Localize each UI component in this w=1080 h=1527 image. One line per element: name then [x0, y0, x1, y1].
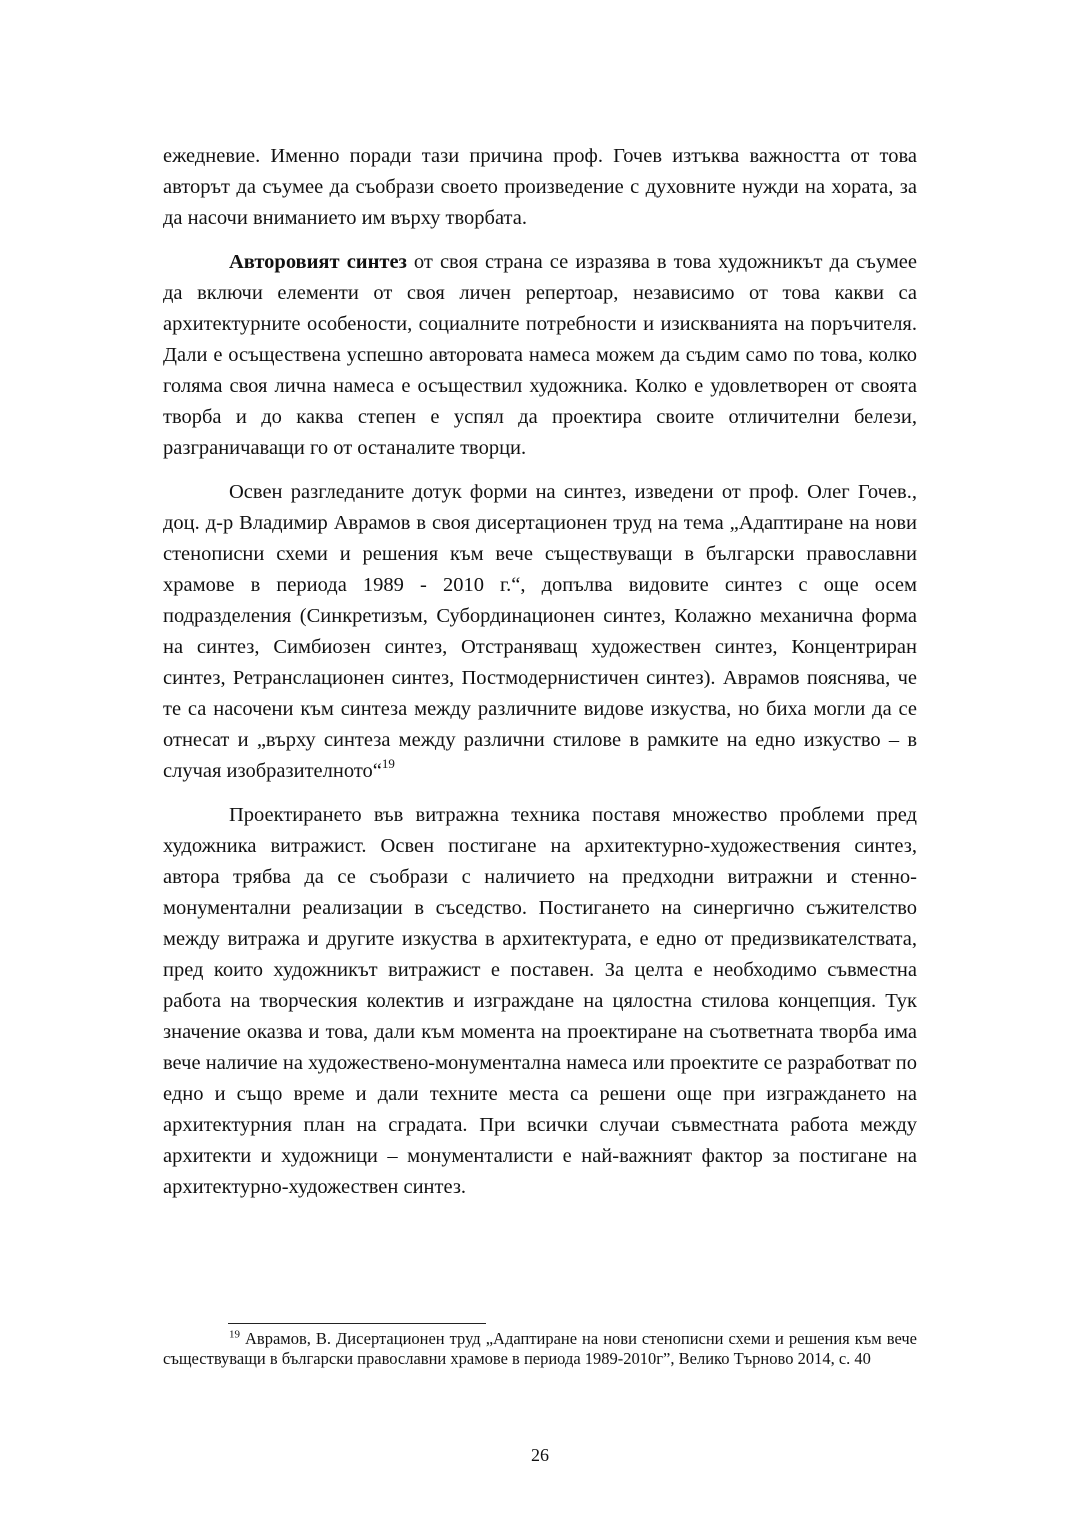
term-authorial-synthesis: Авторовият синтез — [229, 251, 407, 273]
paragraph-continued — [163, 141, 917, 234]
paragraph-2-text: от своя страна се изразява в това художникът да съумее да включи елементи от своя личен репертоар, независимо от това какви са архитектурните особености, социалните потребности и изискванията на поръчителя. Дали е осъществена успешно авторовата намеса можем да съдим само по това, колко голяма своя лична намеса е осъществил художника. Колко е удовлетворен от своята творба и до каква степен е успял да проектира своите отличителни белези, разграничаващи го от останалите творци. — [163, 251, 917, 459]
paragraph-authorial-synthesis — [163, 247, 917, 464]
footnote-separator — [228, 1323, 486, 1324]
footnote-reference[interactable]: 19 — [381, 756, 395, 772]
footnote-number: 19 — [229, 1328, 240, 1341]
paragraph-1-text: ежедневие. Именно поради тази причина проф. Гочев изтъква важността от това авторът да съумее да съобрази своето произведение с духовните нужди на хората, за да насочи вниманието им върху творбата. — [163, 145, 917, 229]
paragraph-stained-glass — [163, 800, 917, 1203]
footnote — [163, 1329, 917, 1369]
footnote-text: Аврамов, В. Дисертационен труд „Адаптиране на нови стенописни схеми и решения към вече съществуващи в български православни храмове в периода 1989-2010г”, Велико Търново 2014, с. 40 — [163, 1329, 917, 1368]
paragraph-3-text: Освен разгледаните дотук форми на синтез, изведени от проф. Олег Гочев., доц. д-р Владимир Аврамов в своя дисертационен труд на тема „Адаптиране на нови стенописни схеми и решения към вече съществуващи в български православни храмове в периода 1989 - 2010 г.“, допълва видовите синтез с още осем подразделения (Синкретизъм, Субординационен синтез, Колажно механична форма на синтез, Симбиозен синтез, Отстраняващ художествен синтез, Концентриран синтез, Ретранслационен синтез, Постмодернистичен синтез). Аврамов пояснява, че те са насочени към синтеза между различните видове изкуства, но биха могли да се отнесат и „върху синтеза между различни стилове в рамките на едно изкуство – в случая изобразителното“ — [163, 481, 917, 782]
paragraph-4-text: Проектирането във витражна техника поставя множество проблеми пред художника витражист. Освен постигане на архитектурно-художествения синтез, автора трябва да се съобрази с наличието на предходни витражни и стенно-монументални реализации в съседство. Постигането на синергично съжителство между витража и другите изкуства в архитектурата, е едно от предизвикателствата, пред които художникът витражист е поставен. За целта е необходимо съвместна работа на творческия колектив и изграждане на цялостна стилова концепция. Тук значение оказва и това, дали към момента на проектиране на съответната творба има вече наличие на художествено-монументална намеса или проектите се разработват по едно и също време и дали техните места са решени още при изграждането на архитектурния план на сградата. При всички случаи съвместната работа между архитекти и художници – монументалисти е най-важният фактор за постигане на архитектурно-художествен синтез. — [163, 804, 917, 1198]
paragraph-synthesis-forms — [163, 477, 917, 787]
page-number: 26 — [531, 1445, 549, 1465]
body-text — [163, 141, 917, 1216]
